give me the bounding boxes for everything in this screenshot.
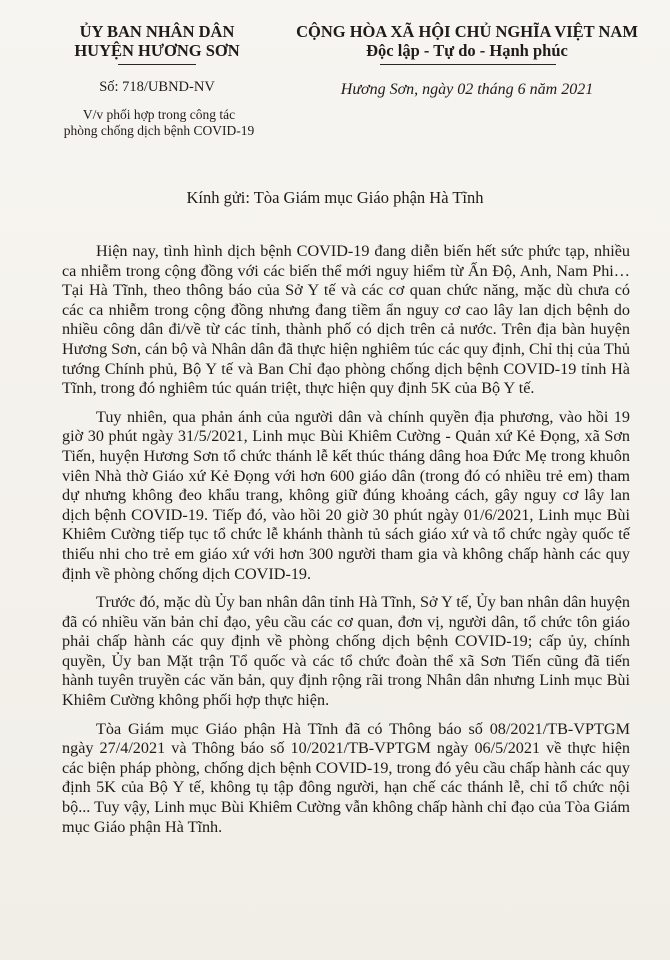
nation-line-2: Độc lập - Tự do - Hạnh phúc [366, 41, 568, 60]
agency-line-2: HUYỆN HƯƠNG SƠN [74, 41, 240, 60]
paragraph-3: Trước đó, mặc dù Ủy ban nhân dân tỉnh Hà Tĩnh, Sở Y tế, Ủy ban nhân dân huyện đã có nhiều văn bản chỉ đạo, yêu cầu các cơ quan, đơn vị, người dân, tổ chức tôn giáo phải chấp hành các quy định về phòng chống dịch bệnh COVID-19; cấp ủy, chính quyền, Ủy ban Mặt trận Tổ quốc và các tổ chức đoàn thể xã Sơn Tiến cũng đã tiến hành tuyên truyền các văn bản, quy định rộng rãi trong Nhân dân nhưng Linh mục Bùi Khiêm Cường không phối hợp thực hiện. [62, 593, 630, 710]
recipient-line: Kính gửi: Tòa Giám mục Giáo phận Hà Tĩnh [186, 188, 484, 207]
subject-line-1: V/v phối hợp trong công tác [82, 107, 236, 122]
document-subject [40, 107, 278, 139]
nation-line-1: CỘNG HÒA XÃ HỘI CHỦ NGHĨA VIỆT NAM [296, 22, 638, 41]
motto-underline [380, 64, 556, 65]
subject-line-2: phòng chống dịch bệnh COVID-19 [63, 123, 255, 138]
paragraph-1: Hiện nay, tình hình dịch bệnh COVID-19 đang diễn biến hết sức phức tạp, nhiều ca nhiễm trong cộng đồng với các biến thể mới nguy hiểm từ Ấn Độ, Anh, Nam Phi… Tại Hà Tĩnh, theo thông báo của Sở Y tế và các cơ quan chức năng, mặc dù chưa có các ca nhiễm trong cộng đồng nhưng đang tiềm ẩn nguy cơ cao lây lan dịch bệnh do nhiều công dân đi/về từ các tỉnh, thành phố có dịch trên cả nước. Trên địa bàn huyện Hương Sơn, cán bộ và Nhân dân đã thực hiện nghiêm túc các quy định, Chỉ thị của Thủ tướng Chính phủ, Bộ Y tế và Ban Chỉ đạo phòng chống dịch bệnh COVID-19 tỉnh Hà Tĩnh, trong đó nghiêm túc quán triệt, thực hiện quy định 5K của Bộ Y tế. [62, 242, 630, 398]
agency-line-1: ỦY BAN NHÂN DÂN [79, 22, 235, 41]
place-date: Hương Sơn, ngày 02 tháng 6 năm 2021 [340, 81, 594, 98]
paragraph-4: Tòa Giám mục Giáo phận Hà Tĩnh đã có Thông báo số 08/2021/TB-VPTGM ngày 27/4/2021 và Thông báo số 10/2021/TB-VPTGM ngày 06/5/2021 về thực hiện các biện pháp phòng, chống dịch bệnh COVID-19, trong đó yêu cầu chấp hành các quy định 5K của Bộ Y tế, không tụ tập đông người, hạn chế các thánh lễ, chỉ tổ chức nội bộ... Tuy vậy, Linh mục Bùi Khiêm Cường vẫn không chấp hành chỉ đạo của Tòa Giám mục Giáo phận Hà Tĩnh. [62, 719, 630, 836]
national-heading [282, 22, 652, 60]
agency-underline [118, 64, 196, 65]
issuing-agency [48, 22, 266, 60]
letter-body [62, 242, 630, 846]
document-number: Số: 718/UBND-NV [99, 79, 215, 95]
paragraph-2: Tuy nhiên, qua phản ánh của người dân và chính quyền địa phương, vào hồi 19 giờ 30 phút ngày 31/5/2021, Linh mục Bùi Khiêm Cường - Quản xứ Kẻ Đọng, xã Sơn Tiến, huyện Hương Sơn tổ chức thánh lễ kết thúc tháng dâng hoa Đức Mẹ trong khuôn viên Nhà thờ Giáo xứ Kẻ Đọng với hơn 600 giáo dân (trong đó có nhiều trẻ em) tham dự nhưng không đeo khẩu trang, không giữ đúng khoảng cách, gây nguy cơ lây lan dịch bệnh COVID-19. Tiếp đó, vào hồi 20 giờ 30 phút ngày 01/6/2021, Linh mục Bùi Khiêm Cường tiếp tục tổ chức lễ khánh thành tủ sách giáo xứ và tổ chức ngày quốc tế thiếu nhi cho trẻ em giáo xứ với hơn 300 người tham gia và không chấp hành các quy định về phòng chống dịch COVID-19. [62, 407, 630, 583]
